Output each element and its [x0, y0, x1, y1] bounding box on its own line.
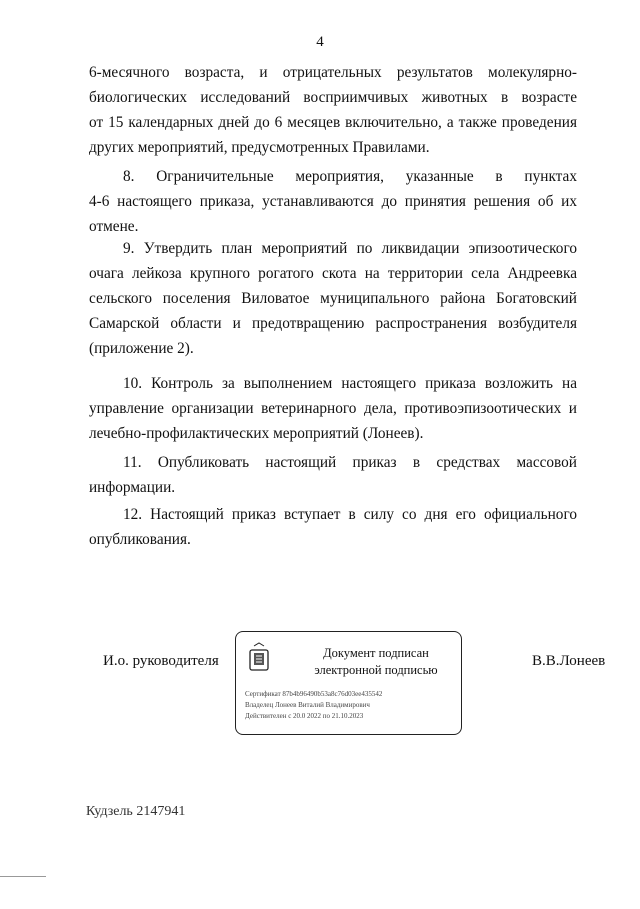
paragraph-item-9	[89, 236, 577, 361]
signatory-position: И.о. руководителя	[103, 653, 219, 669]
paragraph-item-10	[89, 371, 577, 446]
text-line: (приложение 2).	[89, 340, 194, 357]
registration-mark: Кудзель 2147941	[86, 804, 186, 819]
stamp-details	[245, 689, 457, 722]
stamp-certificate: Сертификат 87b4b96490b53a8c76d03ee435542	[245, 690, 383, 698]
text-line: 10. Контроль за выполнением настоящего приказа возложить на	[123, 375, 577, 392]
text-line: опубликования.	[89, 531, 191, 548]
electronic-signature-stamp	[235, 631, 462, 735]
text-line: других мероприятий, предусмотренных Правилами.	[89, 139, 430, 156]
text-line: очага лейкоза крупного рогатого скота на территории села Андреевка	[89, 265, 577, 282]
stamp-title-line: Документ подписан	[323, 646, 429, 660]
paragraph-item-11	[89, 450, 577, 500]
text-line: 8. Ограничительные мероприятия, указанные в пунктах	[123, 168, 577, 185]
stamp-title-line: электронной подписью	[314, 663, 438, 677]
signatory-name: В.В.Лонеев	[532, 653, 606, 669]
text-line: 4-6 настоящего приказа, устанавливаются до принятия решения об их	[89, 193, 577, 210]
text-line: 6-месячного возраста, и отрицательных результатов молекулярно-	[89, 64, 577, 81]
text-line: биологических исследований восприимчивых животных в возрасте	[89, 89, 577, 106]
text-line: 9. Утвердить план мероприятий по ликвидации эпизоотического	[123, 240, 577, 257]
paragraph-item-8	[89, 164, 577, 239]
stamp-title	[296, 645, 456, 679]
text-line: лечебно-профилактических мероприятий (Лонеев).	[89, 425, 424, 442]
text-line: 11. Опубликовать настоящий приказ в средствах массовой	[123, 454, 577, 471]
paragraph-item-12	[89, 502, 577, 552]
stamp-validity: Действителен с 20.0 2022 по 21.10.2023	[245, 712, 364, 720]
text-line: 12. Настоящий приказ вступает в силу со дня его официального	[123, 506, 577, 523]
stamp-owner: Владелец Лонеев Виталий Владимирович	[245, 701, 370, 709]
text-line: сельского поселения Виловатое муниципального района Богатовский	[89, 290, 577, 307]
coat-of-arms-icon	[248, 642, 270, 674]
text-line: управление организации ветеринарного дела, противоэпизоотических и	[89, 400, 577, 417]
paragraph-continuation	[89, 60, 577, 160]
page-number: 4	[316, 34, 324, 50]
scan-edge-line	[0, 876, 46, 877]
text-line: от 15 календарных дней до 6 месяцев включительно, а также проведения	[89, 114, 577, 131]
text-line: отмене.	[89, 218, 139, 235]
text-line: информации.	[89, 479, 176, 496]
text-line: Самарской области и предотвращению распространения возбудителя	[89, 315, 577, 332]
